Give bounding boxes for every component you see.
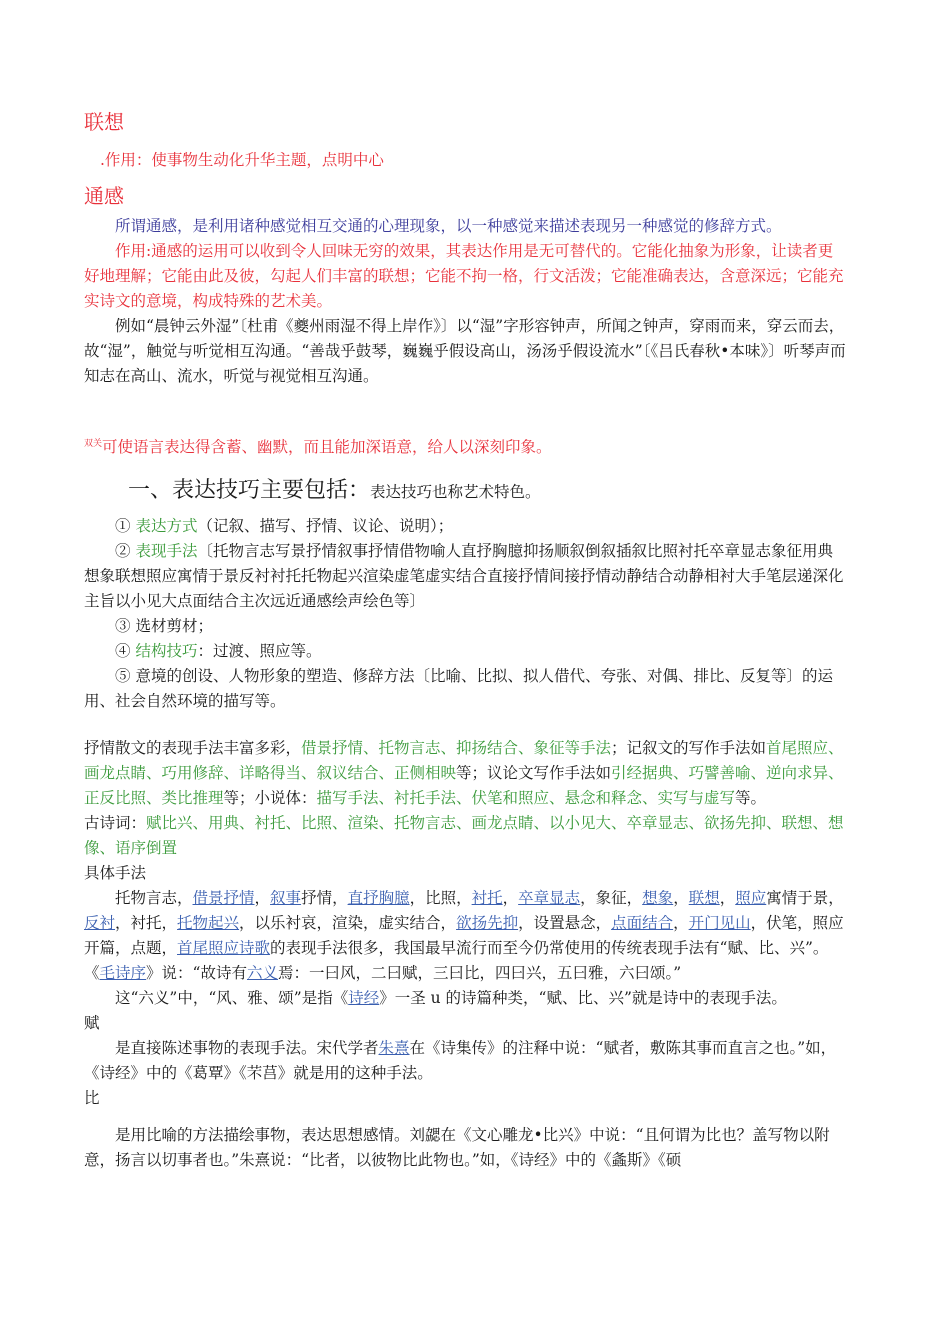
synesthesia-example: 例如“晨钟云外湿”〔杜甫《夔州雨湿不得上岸作》〕以“湿”字形容钟声，所闻之钟声，穿雨而来，穿云而去，故“湿”，触觉与听觉相互沟通。“善哉乎鼓琴，巍巍乎假设高山，汤汤乎假设流水”〔《吕氏春秋•本味》〕听琴声而知志在高山、流水，听觉与视觉相互沟通。 — [84, 317, 846, 385]
synesthesia-block — [84, 214, 846, 389]
specific-paragraph: 托物言志，借景抒情，叙事抒情，直抒胸臆，比照，衬托，卒章显志，象征，想象，联想，照应寓情于景，反衬，衬托，托物起兴，以乐衬哀，渲染，虚实结合，欲扬先抑，设置悬念，点面结合，开门见山，伏笔，照应开篇，点题，首尾照应诗歌的表现手法很多，我国最早流行而至今仍常使用的传统表现手法有“赋、比、兴”。《毛诗序》说：“故诗有六义焉：一曰风，二曰赋，三曰比，四曰兴，五曰雅，六曰颂。” — [84, 889, 844, 982]
pun-line — [84, 432, 846, 460]
synesthesia-function: 作用:通感的运用可以收到令人回味无穷的效果，其表达作用是无可替代的。它能化抽象为形象，让读者更好地理解；它能由此及彼，勾起人们丰富的联想；它能不拘一格，行文活泼；它能准确表达，含意深远；它能充实诗文的意境，构成特殊的艺术美。 — [84, 242, 844, 310]
bi-title: 比 — [84, 1089, 100, 1107]
list-item: ③ 选材剪材； — [115, 617, 213, 635]
pun-mark: 双关 — [84, 439, 103, 449]
title-association: 联想 — [84, 110, 124, 134]
bi-paragraph: 是用比喻的方法描绘事物，表达思想感情。刘勰在《文心雕龙•比兴》中说：“且何谓为比也？盖写物以附意，扬言以切事者也。”朱熹说：“比者，以彼物比此物也。”如，《诗经》中的《螽斯》《硕 — [84, 1126, 830, 1169]
fu-title: 赋 — [84, 1014, 100, 1032]
six-meanings-paragraph: 这“六义”中，“风、雅、颂”是指《诗经》一圣 u 的诗篇种类，“赋、比、兴”就是诗中的表现手法。 — [115, 989, 787, 1007]
pun-text: 可使语言表达得含蓄、幽默，而且能加深语意，给人以深刻印象。 — [102, 438, 552, 457]
link-jiejing[interactable]: 借景抒情 — [192, 889, 255, 907]
section-heading-note: 表达技巧也称艺术特色。 — [370, 483, 541, 501]
prose-paragraph: 抒情散文的表现手法丰富多彩，借景抒情、托物言志、抑扬结合、象征等手法；记叙文的写作手法如首尾照应、画龙点睛、巧用修辞、详略得当、叙议结合、正侧相映等；议论文写作手法如引经据典、巧譬善喻、逆向求异、正反比照、类比推理等；小说体：描写手法、衬托手法、伏笔和照应、悬念和释念、实写与虚写等。 — [84, 739, 844, 807]
poetry-paragraph: 古诗词：赋比兴、用典、衬托、比照、渲染、托物言志、画龙点睛、以小见大、卒章显志、欲扬先抑、联想、想像、语序倒置 — [84, 814, 844, 857]
list-item: ④ 结构技巧：过渡、照应等。 — [115, 642, 322, 660]
section-heading-text: 一、表达技巧主要包括： — [128, 478, 371, 503]
fu-paragraph: 是直接陈述事物的表现手法。宋代学者朱熹在《诗集传》的注释中说：“赋者，敷陈其事而直言之也。”如，《诗经》中的《葛覃》《芣莒》就是用的这种手法。 — [84, 1039, 837, 1082]
association-function: .作用：使事物生动化升华主题，点明中心 — [100, 151, 384, 169]
section-heading — [128, 478, 848, 505]
prose-block — [84, 736, 846, 1173]
list-item: ① 表达方式（记叙、描写、抒情、议论、说明）； — [115, 517, 454, 535]
list-item: ⑤ 意境的创设、人物形象的塑造、修辞方法〔比喻、比拟、拟人借代、夸张、对偶、排比、反复等〕的运用、社会自然环境的描写等。 — [84, 667, 833, 710]
technique-list — [84, 514, 846, 714]
synesthesia-definition: 所谓通感，是利用诸种感觉相互交通的心理现象，以一种感觉来描述表现另一种感觉的修辞方式。 — [115, 217, 782, 235]
list-item: ② 表现手法〔托物言志写景抒情叙事抒情借物喻人直抒胸臆抑扬顺叙倒叙插叙比照衬托卒章显志象征用典想象联想照应寓情于景反衬衬托托物起兴渲染虚笔虚实结合直接抒情间接抒情动静结合动静相衬大手笔层递深化主旨以小见大点面结合主次远近通感绘声绘色等〕 — [84, 542, 844, 610]
specific-title: 具体手法 — [84, 864, 147, 882]
title-synesthesia: 通感 — [84, 184, 124, 208]
